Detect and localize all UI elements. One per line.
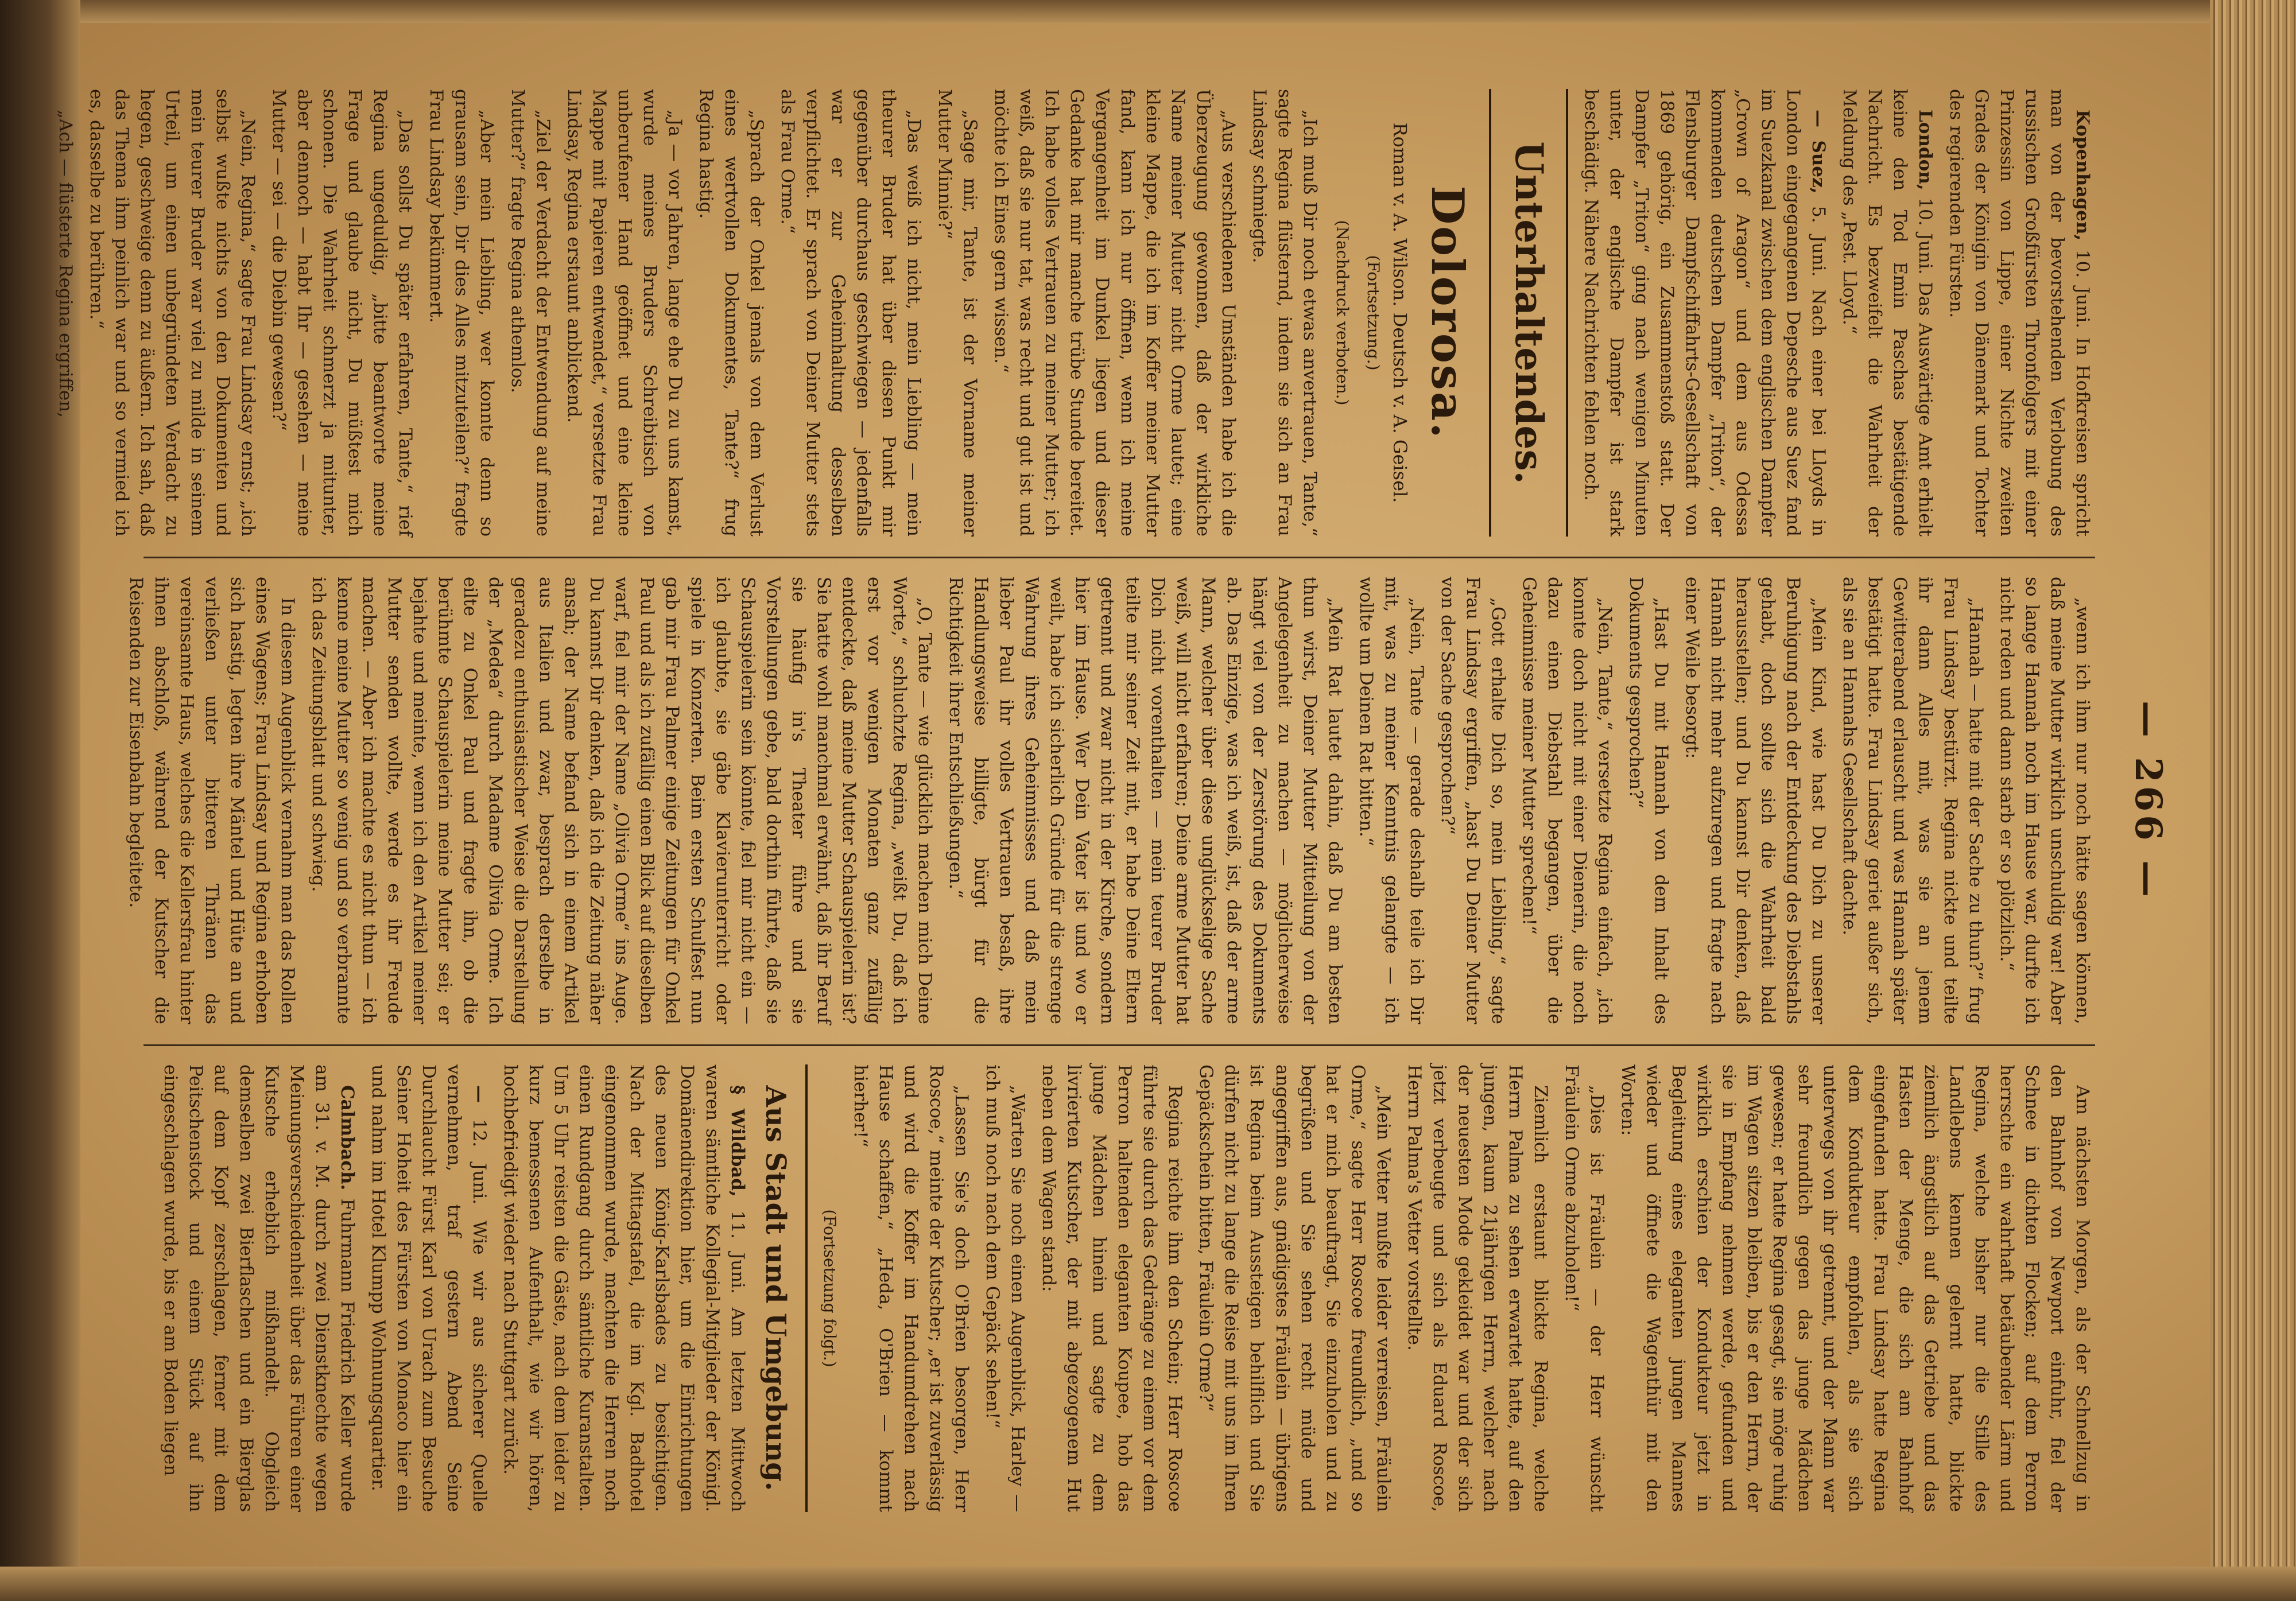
book-bottom-edge — [0, 1567, 2296, 1601]
story-paragraph: „O, Tante — wie glücklich machen mich Deine Worte,“ schluchzte Regina, „weißt Du, daß ich erst vor wenigen Monaten ganz zufällig entdeckte, daß meine Mutter Schauspielerin ist? Sie hatte wohl manchmal erwähnt, daß ihr Beruf sie häufig in's Theater führe und sie Vorstellungen gebe, bald dorthin führte, daß sie Schauspielerin sein könnte, fiel mir nicht ein — ich glaubte, sie gäbe Klavierunterricht oder spiele in Konzerten. Beim ersten Schulfest nun gab mir Frau Palmer einige Zeitungen für Onkel Paul und als ich zufällig einen Blick auf dieselben warf, fiel mir der Name „Olivia Orme“ ins Auge. Du kannst Dir denken, daß ich die Zeitung näher ansah; der Name befand sich in einem Artikel aus Italien und zwar, besprach derselbe in geradezu enthusiastischer Weise die Darstellung der „Medea“ durch Madame Olivia Orme. Ich eilte zu Onkel Paul und fragte ihn, ob die berühmte Schauspielerin meine Mutter sei; er bejahte und meinte, wenn ich den Artikel meiner Mutter senden wollte, werde es ihr Freude machen. — Aber ich machte es nicht thun — ich kenne meine Mutter so wenig und so verbrannte ich das Zeitungsblatt und schwieg. — [308, 577, 936, 1024]
section-rule — [806, 1064, 808, 1512]
news-item: Calmbach. Fuhrmann Friedrich Keller wurde am 31. v. M. durch zwei Dienstknechte wegen Meinungsverschiedenheit über das Führen einer Kutsche erheblich mißhandelt. Obgleich demselben zwei Bierflaschen und ein Bierglas auf dem Kopf zerschlagen, ferner mit dem Peitschenstock und einem Stück auf ihn eingeschlagen wurde, bis er am Boden liegen — [160, 1064, 358, 1513]
story-paragraph: In diesem Augenblick vernahm man das Rollen eines Wagens; Frau Lindsay und Regina erhoben sich hastig, legten ihre Mäntel und Hüte an und verließen unter bitteren Thränen das vereinsamte Haus, welches die Kellersfrau hinter ihnen abschloß, während der Kutscher die Reisenden zur Eisenbahn begleitete. — [125, 577, 298, 1024]
story-paragraph: „Das weiß ich nicht, mein Liebling — mein theurer Bruder hat über diesen Punkt mir gegenüber durchaus geschwiegen — jedenfalls war er zur Geheimhaltung desselben verpflichtet. Er sprach von Deiner Mutter stets als Frau Orme.“ — [777, 89, 925, 537]
novel-title: Dolorosa. — [1421, 185, 1473, 440]
story-paragraph: „Hast Du mit Hannah von dem Inhalt des Dokuments gesprochen?“ — [1625, 577, 1671, 1024]
story-paragraph: „Mein Rat lautet dahin, daß Du am besten thun wirst, Deiner Mutter Mitteilung von der Angelegenheit zu machen — möglicherweise hängt viel von der Zerstörung des Dokuments ab. Das Einzige, was ich weiß, ist, daß der arme Mann, welcher über diese unglückselige Sache weiß, will nicht erfahren; Deine arme Mutter hat Dich nicht vorenthalten — mein teurer Bruder teilte mir seiner Zeit mit, er habe Deine Eltern getrennt und zwar nicht in der Kirche, sondern hier im Hause. Wer Dein Vater ist und wo er weilt, habe ich sicherlich Gründe für die strenge Wahrung ihres Geheimnisses und daß mein lieber Paul ihr volles Vertrauen besaß, ihre Handlungsweise billigte, bürgt für die Richtigkeit ihrer Entschließungen.“ — [945, 577, 1345, 1024]
story-paragraph: „Ja — vor Jahren, lange ehe Du zu uns kamst, wurde meines Bruders Schreibtisch von unberufener Hand geöffnet und eine kleine Mappe mit Papieren entwendet,“ versetzte Frau Lindsay, Regina erstaunt anblickend. — [563, 89, 685, 537]
section-rule — [1489, 89, 1491, 537]
news-item: London, 10. Juni. Das Auswärtige Amt erhielt keine den Tod Emin Paschas bestätigende Nachricht. Es bezweifelt die Wahrheit der Meldung des „Pest. Lloyd.“ — [1839, 89, 1936, 537]
story-paragraph: „Aus verschiedenen Umständen habe ich die Überzeugung gewonnen, daß der wirkliche Name meiner Mutter nicht Orme lautet; eine kleine Mappe, die ich im Koffer meiner Mutter fand, kann ich nur öffnen, wenn ich meine Vergangenheit im Dunkel liegen und dieser Gedanke hat mir manche trübe Stunde bereitet. Ich habe volles Vertrauen zu meiner Mutter; ich weiß, daß sie nur tat, was recht und gut ist und möchte ich Eines gern wissen.“ — [991, 89, 1239, 537]
story-paragraph: Am nächsten Morgen, als der Schnellzug in den Bahnhof von Newport einfuhr, fiel der Schnee in dichten Flocken; auf dem Perron herrschte ein wahrhaft betäubender Lärm und Regina, welche bisher nur die Stille des Landlebens kennen gelernt hatte, blickte ziemlich ängstlich auf das Getriebe und das Hasten der Menge, die sich am Bahnhof eingefunden hatte. Frau Lindsay hatte Regina dem Kondukteur empfohlen, als sie sich unterwegs von ihr getrennt, und der Mann war sehr freundlich gegen das junge Mädchen gewesen; er hatte Regina gesagt, sie möge ruhig im Wagen sitzen bleiben, bis er den Herrn, der sie in Empfang nehmen werde, gefunden und wirklich erschien der Kondukteur jetzt in Begleitung eines eleganten jungen Mannes wieder und öffnete die Wagenthür mit den Worten: — [1617, 1064, 2093, 1512]
story-paragraph: „Mein Kind, wie hast Du Dich zu unserer Beruhigung nach der Entdeckung des Diebstahls gehabt, doch sollte sich die Wahrheit bald herausstellen; und Du kannst Dir denken, daß Hannah nicht mehr aufzuregen und fragte nach einer Weile besorgt: — [1681, 577, 1829, 1024]
story-paragraph: „Das sollst Du später erfahren, Tante,“ rief Regina ungeduldig, „bitte beantworte meine Frage und glaube nicht, Du müßtest mich schonen. Die Wahrheit schmerzt ja mitunter, aber dennoch — habt Ihr — gesehen — meine Mutter — sei — die Diebin gewesen?“ — [268, 89, 416, 537]
page-number: — 266 — — [2127, 700, 2170, 901]
news-item: Kopenhagen, 10. Juni. In Hofkreisen spricht man von der bevorstehenden Verlobung des russischen Großfürsten Thronfolgers mit einer Prinzessin von Lippe, einer Nichte zweiten Grades der Königin von Dänemark und Tochter des regierenden Fürsten. — [1945, 89, 2093, 537]
continuation-note: (Fortsetzung.) — [1363, 255, 1383, 371]
reprint-note: (Nachdruck verboten.) — [1333, 220, 1352, 406]
story-paragraph: „Ach — flüsterte Regina ergriffen, — [55, 110, 76, 418]
news-item: § Wildbad, 11. Juni. Am letzten Mittwoch waren sämtliche Kollegial-Mitglieder der Königl. Domänendirektion hier, um die Einrichtungen des neuen König-Karlsbades zu besichtigen. Nach der Mittagstafel, die im Kgl. Badhotel eingenommen wurde, machten die Herren noch einen Rundgang durch sämtliche Kuranstalten. Um 5 Uhr reisten die Gäste, nach dem leider zu kurz bemessenen Aufenthalt, wie wir hören, hochbefriedigt wieder nach Stuttgart zurück. — [500, 1064, 748, 1513]
story-paragraph: „wenn ich ihm nur noch hätte sagen können, daß meine Mutter wirklich unschuldig war! Aber so lange Hannah noch im Hause war, durfte ich nicht reden und dann starb er so plötzlich.“ — [1996, 577, 2093, 1024]
book-page-edges — [2210, 0, 2296, 1601]
news-item: — 12. Juni. Wie wir aus sicherer Quelle vernehmen, traf gestern Abend Seine Durchlaucht Fürst Karl von Urach zum Besuche Seiner Hoheit des Fürsten von Monaco hier ein und nahm im Hotel Klumpp Wohnungsquartier. — [368, 1064, 490, 1512]
continuation-note: (Fortsetzung folgt.) — [820, 1209, 840, 1367]
story-paragraph: „Hannah — hatte mit der Sache zu thun?“ frug Frau Lindsay bestürzt. Regina nickte und teilte ihr dann Alles mit, was sie an jenem Gewitterabend erlauscht und was Hannah später bestätigt hatte. Frau Lindsay geriet außer sich, als sie an Hannahs Gesellschaft dachte. — [1839, 577, 1986, 1024]
story-paragraph: „Aber mein Liebling, wer konnte denn so grausam sein, Dir dies Alles mitzuteilen?“ fragte Frau Lindsay bekümmert. — [425, 89, 497, 537]
news-item: — Suez, 5. Juni. Nach einer bei Lloyds in London eingegangenen Depesche aus Suez fand im Suezkanal zwischen dem englischen Dampfer „Crown of Aragon“ und dem aus Odessa kommenden deutschen Dampfer „Triton“, der Flensburger Dampfschiffahrts-Gesellschaft von 1869 gehörig, ein Zusammenstoß statt. Der Dampfer „Triton“ ging nach wenigen Minuten unter, der englische Dampfer ist stark beschädigt. Nähere Nachrichten fehlen noch. — [1580, 89, 1829, 537]
book-top-edge — [0, 0, 2296, 23]
newspaper-page — [55, 66, 2193, 1535]
story-paragraph: „Nein, Regina,“ sagte Frau Lindsay ernst; „ich selbst wußte nichts von den Dokumenten und mein teurer Bruder war viel zu milde in seinem Urteil, um einen unbegründeten Verdacht zu hegen, geschweige denn zu äußern. Ich sah, daß das Thema ihm peinlich war und so vermied ich es, dasselbe zu berühren.“ — [86, 89, 258, 537]
story-paragraph: „Ich muß Dir noch etwas anvertrauen, Tante,“ sagte Regina flüsternd, indem sie sich an Frau Lindsay schmiegte. — [1249, 89, 1321, 537]
column-rule — [144, 1044, 2095, 1046]
story-paragraph: „Nein, Tante,“ versetzte Regina einfach, „ich konnte doch nicht mit einer Dienerin, die noch dazu einen Diebstahl begangen, über die Geheimnisse meiner Mutter sprechen!“ — [1518, 577, 1615, 1024]
story-paragraph: „Warten Sie noch einen Augenblick, Harley — ich muß noch nach dem Gepäck sehen!“ — [982, 1064, 1029, 1512]
local-news-title: Aus Stadt und Umgebung. — [759, 1085, 792, 1491]
story-paragraph: „Gott erhalte Dich so, mein Liebling,“ sagte Frau Lindsay ergriffen, „hast Du Deiner Mutter von der Sache gesprochen?“ — [1437, 577, 1508, 1024]
story-paragraph: „Sprach der Onkel jemals von dem Verlust eines wertvollen Dokumentes, Tante?“ frug Regina hastig. — [695, 89, 767, 537]
story-paragraph: „Dies ist Fräulein — der Herr wünscht Fräulein Orme abzuholen!“ — [1561, 1064, 1607, 1512]
story-paragraph: „Ziel der Verdacht der Entwendung auf meine Mutter?“ fragte Regina athemlos. — [507, 89, 553, 537]
story-paragraph: „Lassen Sie's doch O'Brien besorgen, Herr Roscoe,“ meinte der Kutscher; „er ist zuverlässig und wird die Koffer im Handumdrehen nach Hause schaffen,“ „Heda, O'Brien — kommt hierher!“ — [850, 1064, 972, 1512]
column-3 — [152, 1064, 2095, 1512]
column-1 — [47, 89, 2095, 537]
novel-byline: Roman v. A. Wilson. Deutsch v. A. Geisel. — [1389, 122, 1411, 503]
feuilleton-title: Unterhaltendes. — [1506, 141, 1552, 484]
column-rule — [144, 557, 2095, 558]
story-paragraph: „Mein Vetter mußte leider verreisen, Fräulein Orme,“ sagte Herr Roscoe freundlich, „und so hat er mich beauftragt, Sie einzuholen und zu begrüßen und Sie sehen recht müde und angegriffen aus, gnädigstes Fräulein — übrigens ist Regina beim Aussteigen behilflich und Sie dürfen nicht zu lange die Reise mit uns im Ihren Gepäckschein bitten, Fräulein Orme?“ — [1196, 1064, 1394, 1512]
story-paragraph: „Nein, Tante — gerade deshalb teile ich Dir mit, was zu meiner Kenntnis gelangte — ich wollte um Deinen Rat bitten.“ — [1355, 577, 1427, 1024]
story-paragraph: Ziemlich erstaunt blickte Regina, welche Herrn Palma zu sehen erwartet hatte, auf den jungen, kaum 21jährigen Herrn, welcher nach der neuesten Mode gekleidet war und der sich jetzt verbeugte und sich als Eduard Roscoe, Herrn Palma's Vetter vorstellte. — [1403, 1064, 1551, 1512]
story-paragraph: „Sage mir, Tante, ist der Vorname meiner Mutter Minnie?“ — [934, 89, 981, 537]
story-paragraph: Regina reichte ihm den Schein; Herr Roscoe führte sie durch das Gedränge zu einem vor dem Perron haltenden eleganten Koupee, hob das junge Mädchen hinein und sagte zu dem livrierten Kutscher, der mit abgezogenem Hut neben dem Wagen stand: — [1038, 1064, 1186, 1512]
section-rule — [1566, 89, 1568, 537]
column-2 — [118, 577, 2095, 1024]
